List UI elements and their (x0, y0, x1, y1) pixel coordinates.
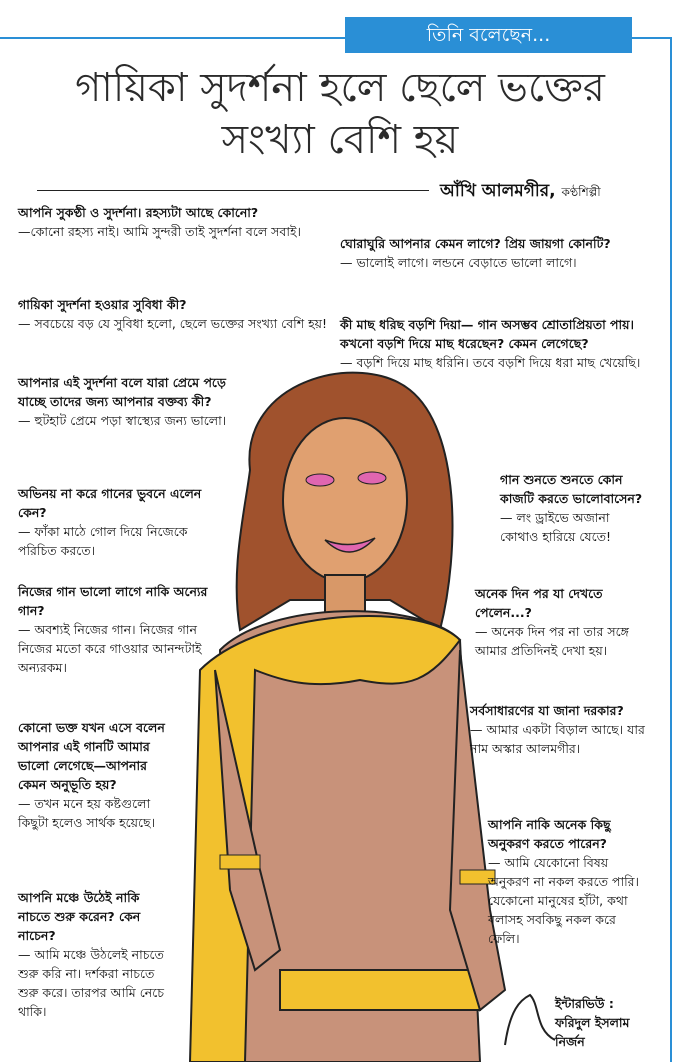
question: অভিনয় না করে গানের ভুবনে এলেন কেন? (18, 486, 202, 520)
answer: — ফাঁকা মাঠে গোল দিয়ে নিজেকে পরিচিত করতে। (18, 524, 188, 558)
singer-illustration (160, 350, 520, 1062)
left-qa-1 (18, 203, 330, 241)
right-qa-6 (488, 815, 650, 948)
question: সর্বসাধারণের যা জানা দরকার? (470, 703, 624, 718)
left-qa-5 (18, 582, 208, 677)
credit-name: ফরিদুল ইসলাম নির্জন (555, 1015, 630, 1049)
question: আপনার এই সুদর্শনা বলে যারা প্রেমে পড়ে যাচ্ছে তাদের জন্য আপনার বক্তব্য কী? (18, 375, 226, 409)
right-qa-2 (340, 315, 645, 372)
right-qa-4 (475, 584, 650, 660)
answer: — অনেক দিন পর না তার সঙ্গে আমার প্রতিদিনই দেখা হয়। (475, 624, 629, 658)
neck (325, 575, 365, 615)
question: কোনো ভক্ত যখন এসে বলেন আপনার এই গানটি আমার ভালো লেগেছে—আপনার কেমন অনুভূতি হয়? (18, 720, 165, 792)
face (283, 418, 407, 582)
headline-line-1: গায়িকা সুদর্শনা হলে ছেলে ভক্তের (75, 65, 605, 111)
left-qa-3 (18, 373, 254, 430)
interview-credit (555, 994, 650, 1051)
answer: — আমি যেকোনো বিষয় অনুকরণ না নকল করতে পারি। যেকোনো মানুষের হাঁটা, কথা বলাসহ সবকিছু নকল করে ফেলি। (488, 855, 640, 946)
left-eye (306, 474, 334, 486)
answer: — হুটহাট প্রেমে পড়া স্বাস্থ্যের জন্য ভালো। (18, 413, 227, 428)
answer: — অবশ্যই নিজের গান। নিজের গান নিজের মতো করে গাওয়ার আনন্দটাই অন্যরকম। (18, 622, 202, 675)
headline-line-2: সংখ্যা বেশি হয় (221, 117, 459, 163)
question: অনেক দিন পর যা দেখতে পেলেন...? (475, 586, 603, 620)
question: আপনি মঞ্চে উঠেই নাকি নাচতে শুরু করেন? কেন নাচেন? (18, 890, 141, 943)
artist-signature (500, 990, 560, 1050)
answer: — সবচেয়ে বড় যে সুবিধা হলো, ছেলে ভক্তের সংখ্যা বেশি হয়! (18, 316, 328, 331)
question: নিজের গান ভালো লাগে নাকি অন্যের গান? (18, 584, 208, 618)
byline (440, 178, 601, 206)
right-qa-3 (500, 470, 650, 546)
left-qa-2 (18, 295, 330, 333)
question: কী মাছ ধরিছ বড়শি দিয়া— গান অসম্ভব শ্রোতাপ্রিয়তা পায়। কখনো বড়শি দিয়ে মাছ ধরেছেন? কেমন লেগেছে? (340, 317, 634, 351)
right-eye (358, 472, 386, 484)
answer: — লং ড্রাইভে অজানা কোথাও হারিয়ে যেতে! (500, 510, 612, 544)
question: গান শুনতে শুনতে কোন কাজটি করতে ভালোবাসেন? (500, 472, 643, 506)
dress-band (280, 970, 480, 1010)
byline-role: কণ্ঠশিল্পী (561, 185, 601, 199)
answer: — আমার একটা বিড়াল আছে। যার নাম অস্কার আলমগীর। (470, 722, 645, 756)
headline (20, 62, 660, 166)
right-qa-5 (470, 701, 650, 758)
answer: — বড়শি দিয়ে মাছ ধরিনি। তবে বড়শি দিয়ে ধরা মাছ খেয়েছি। (340, 355, 641, 370)
section-tag: তিনি বলেছেন... (345, 17, 632, 53)
answer: — তখন মনে হয় কষ্টগুলো কিছুটা হলেও সার্থক হয়েছে। (18, 796, 156, 830)
frame-right-border (670, 37, 672, 1062)
answer: — ভালোই লাগে। লন্ডনে বেড়াতে ভালো লাগে। (340, 255, 577, 270)
question: আপনি সুকণ্ঠী ও সুদর্শনা। রহস্যটা আছে কোনো? (18, 205, 259, 220)
left-qa-6 (18, 718, 178, 832)
left-qa-7 (18, 888, 170, 1021)
byline-name: আঁখি আলমগীর, (440, 181, 556, 201)
credit-label: ইন্টারভিউ : (555, 996, 614, 1011)
question: আপনি নাকি অনেক কিছু অনুকরণ করতে পারেন? (488, 817, 611, 851)
left-qa-4 (18, 484, 224, 560)
right-arm-band (220, 855, 260, 869)
answer: —কোনো রহস্য নাই। আমি সুন্দরী তাই সুদর্শনা বলে সবাই। (18, 224, 301, 239)
byline-rule (37, 190, 429, 191)
question: গায়িকা সুদর্শনা হওয়ার সুবিধা কী? (18, 297, 187, 312)
right-qa-1 (340, 234, 645, 272)
answer: — আমি মঞ্চে উঠলেই নাচতে শুরু করি না। দর্শকরা নাচতে শুরু করে। তারপর আমি নেচে থাকি। (18, 947, 164, 1019)
question: ঘোরাঘুরি আপনার কেমন লাগে? প্রিয় জায়গা কোনটি? (340, 236, 611, 251)
